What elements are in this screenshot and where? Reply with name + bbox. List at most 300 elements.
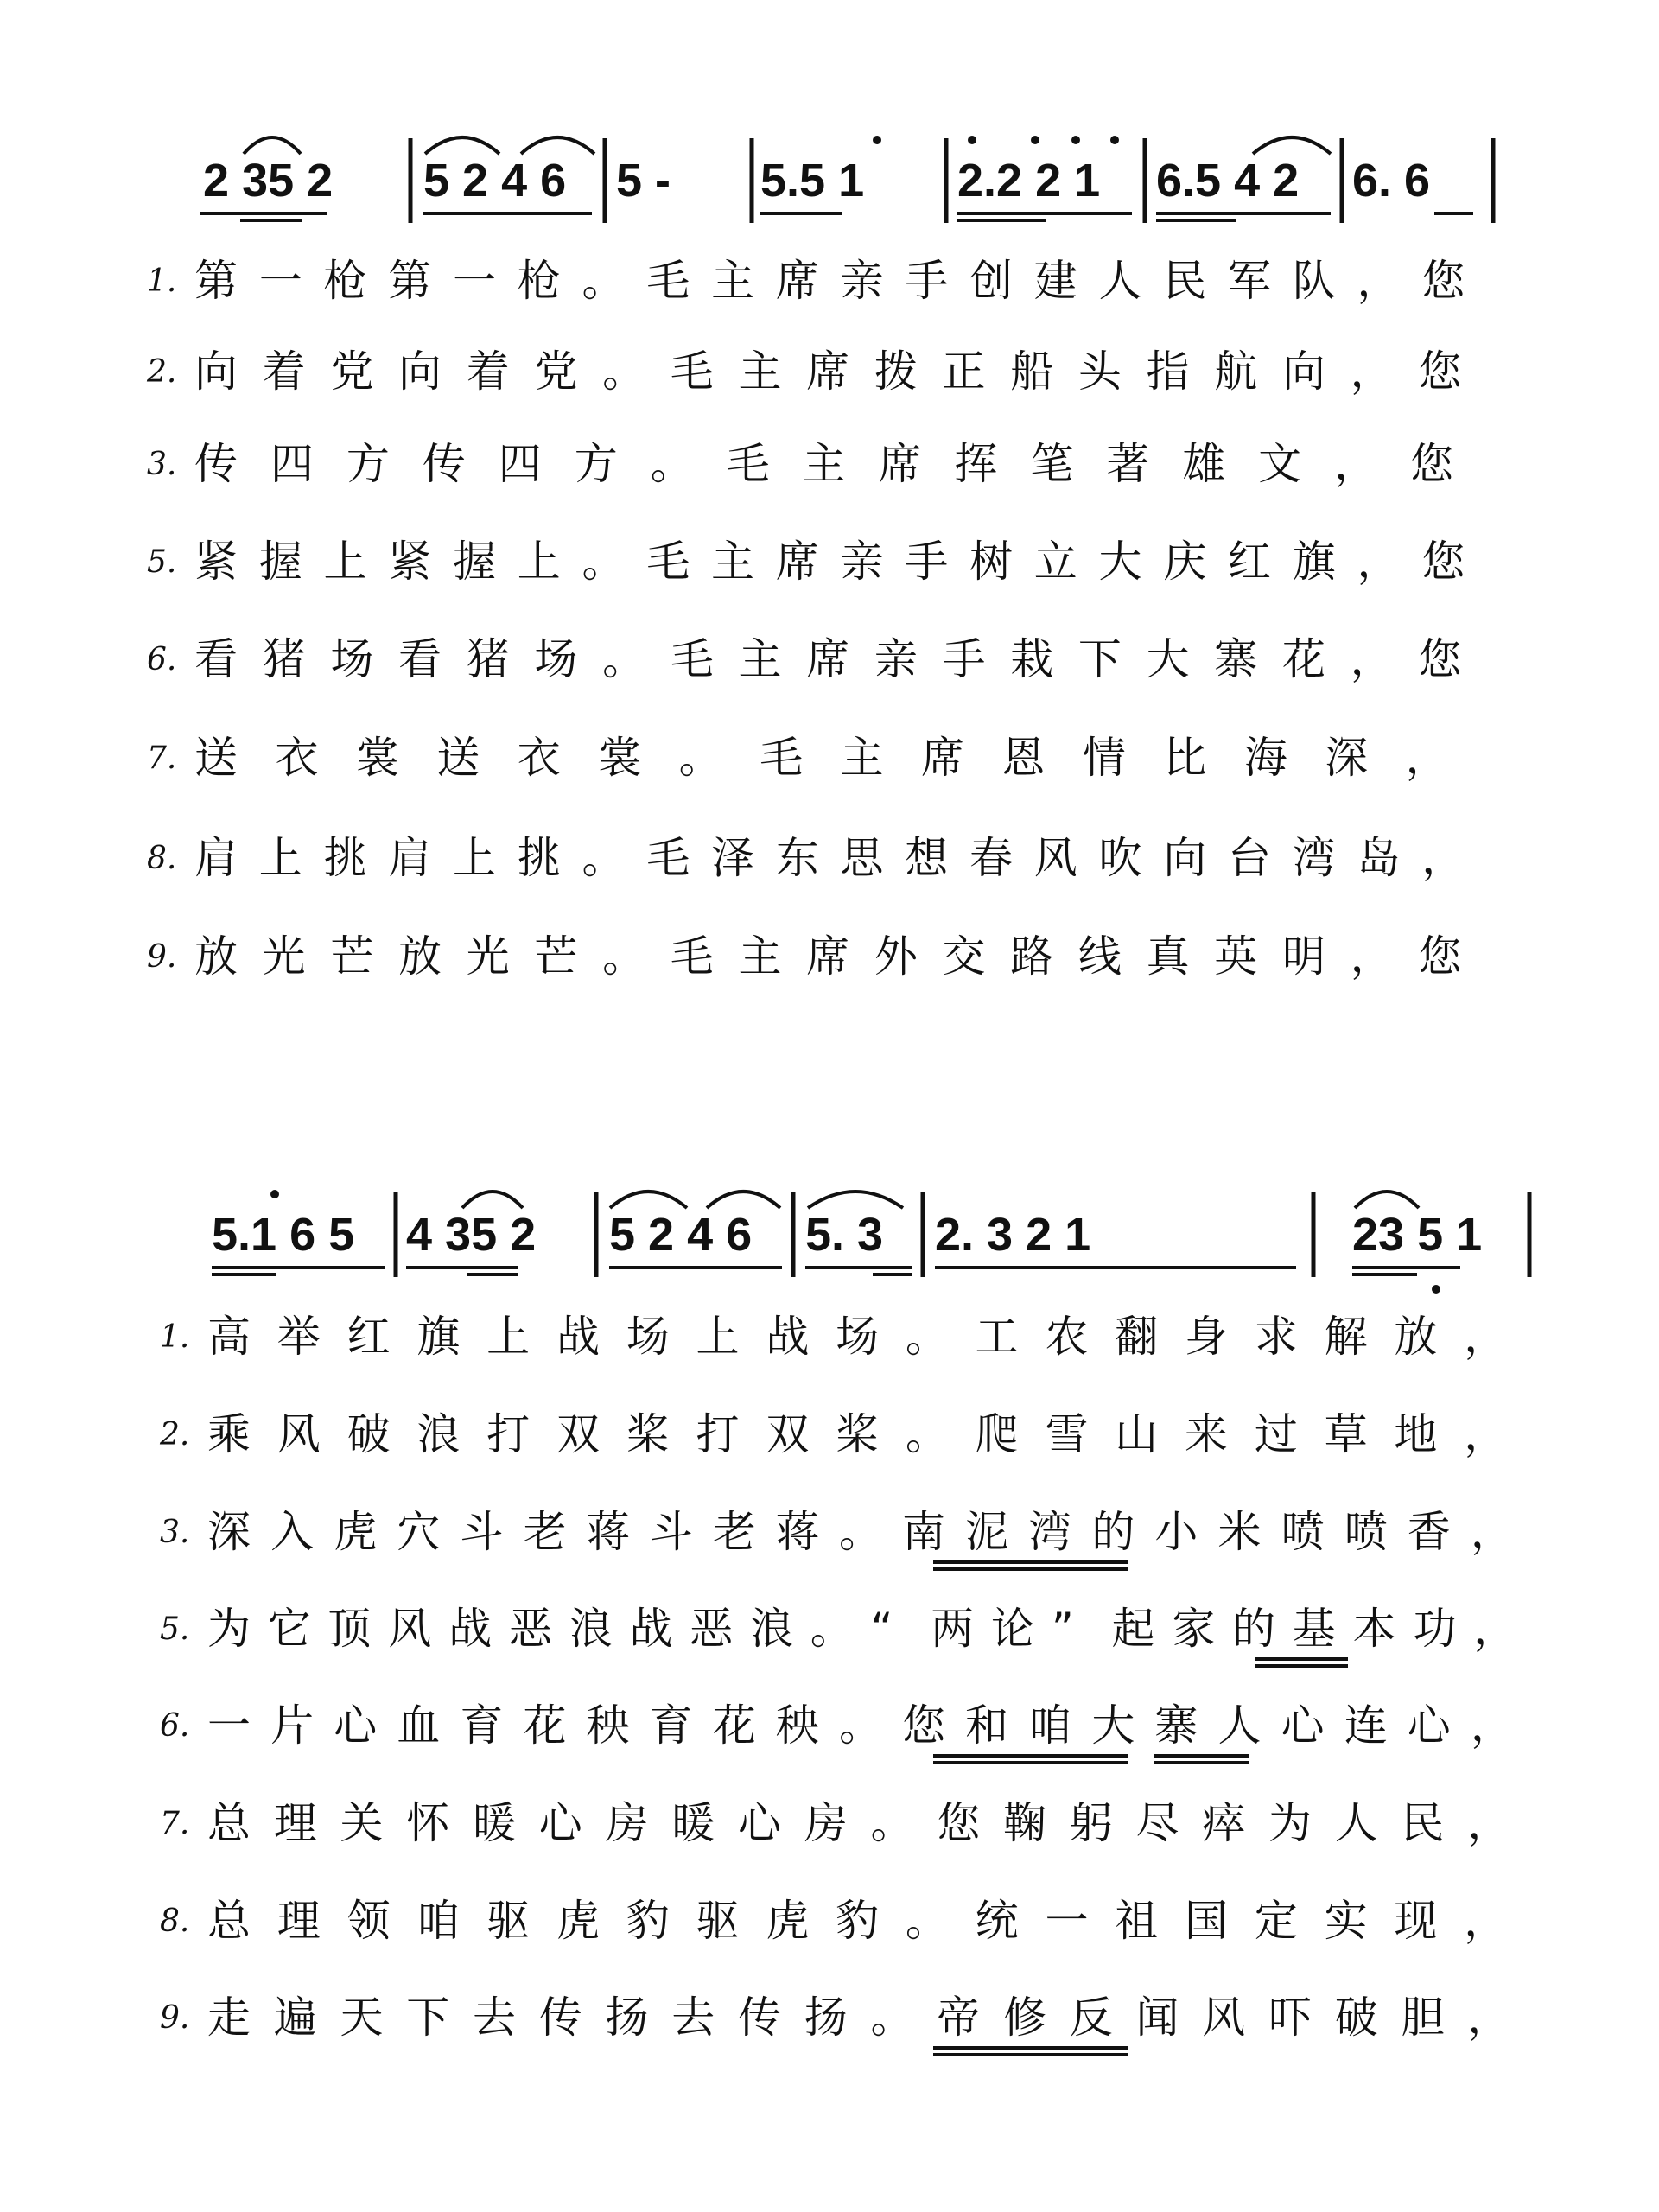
lyric-char: 扬: [605, 1993, 649, 2043]
verse-number: 9.: [160, 2000, 190, 2036]
lyric-char: 总: [207, 1798, 251, 1848]
lyric-char: ，: [1350, 346, 1394, 397]
lyric-char: 思: [840, 833, 884, 883]
lyric-char: 上: [696, 1312, 740, 1362]
lyric-char: 红: [346, 1312, 391, 1362]
lyric-char: 场: [626, 1312, 670, 1362]
lyric-char: 手: [905, 256, 949, 306]
lyric-char: 修: [1003, 1993, 1046, 2043]
lyric-char: 打: [696, 1409, 740, 1459]
lyric-char: ，: [1350, 931, 1394, 982]
lyric-char: 入: [270, 1507, 315, 1557]
measure: 5 2 4 6: [609, 1209, 753, 1261]
lyric-char: 领: [346, 1896, 391, 1946]
octave-dot: [873, 136, 881, 144]
lyric-char: 交: [942, 931, 986, 982]
lyric-char: ，: [1357, 537, 1401, 587]
lyric-char: 裳: [355, 733, 399, 783]
lyric-char: 场: [330, 634, 374, 684]
lyric-char: 航: [1214, 346, 1258, 397]
lyric-char: 席: [920, 733, 964, 783]
lyric-char: 立: [1033, 537, 1077, 587]
lyric-char: 斗: [460, 1507, 504, 1557]
lyric-char: 总: [207, 1896, 251, 1946]
verse-number: 2.: [147, 354, 177, 390]
lyric-char: 蒋: [775, 1507, 819, 1557]
lyric-char: 衣: [275, 733, 319, 783]
lyric-char: 四: [498, 439, 542, 489]
lyric-char: 您: [937, 1798, 981, 1848]
lyric-char: 香: [1407, 1507, 1451, 1557]
lyric-char: 向: [398, 346, 442, 397]
lyric-char: 枪: [323, 256, 367, 306]
lyric-char: 红: [1228, 537, 1271, 587]
lyric-char: 花: [523, 1700, 567, 1751]
lyric-char: 主: [802, 439, 846, 489]
lyric-char: 方: [346, 439, 390, 489]
lyric-char: 泥: [965, 1507, 1009, 1557]
measure: 4 35 2: [406, 1209, 537, 1261]
lyric-char: 上: [258, 833, 302, 883]
lyric-char: 挑: [323, 833, 367, 883]
lyric-char: 正: [942, 346, 986, 397]
lyric-char: 走: [207, 1993, 251, 2043]
lyric-char: 育: [460, 1700, 504, 1751]
octave-dot: [1432, 1285, 1440, 1294]
lyric-char: 打: [486, 1409, 531, 1459]
lyric-char: ，: [1464, 1409, 1508, 1459]
lyric-char: 岛: [1357, 833, 1401, 883]
slur: [462, 1192, 523, 1208]
slur: [425, 137, 499, 154]
lyric-char: 亲: [840, 256, 884, 306]
lyric-char: 。: [650, 439, 694, 489]
lyric-char: 真: [1146, 931, 1190, 982]
lyric-char: 尽: [1135, 1798, 1179, 1848]
lyric-char: 上: [453, 833, 496, 883]
lyric-char: 心: [1281, 1700, 1325, 1751]
lyric-char: 猪: [262, 634, 306, 684]
lyric-char: ，: [1467, 1798, 1511, 1848]
lyric-char: 放: [194, 931, 238, 982]
lyric-char: 闻: [1135, 1993, 1179, 2043]
lyric-char: ，: [1405, 733, 1449, 783]
verse-number: 9.: [147, 939, 177, 975]
lyric-char: 浪: [749, 1604, 793, 1654]
lyric-char: 风: [1202, 1993, 1246, 2043]
verse-number: 6.: [160, 1708, 190, 1744]
lyric-char: 亲: [874, 634, 918, 684]
lyric-char: 东: [775, 833, 819, 883]
lyric-char: 裳: [598, 733, 642, 783]
lyric-char: 南: [902, 1507, 946, 1557]
lyric-char: 风: [276, 1409, 321, 1459]
lyric-char: 您: [1418, 931, 1462, 982]
lyric-char: 船: [1010, 346, 1054, 397]
lyric-char: 紧: [194, 537, 238, 587]
lyric-char: 喷: [1281, 1507, 1325, 1557]
lyric-char: 两: [931, 1604, 975, 1654]
lyric-char: 虎: [766, 1896, 810, 1946]
lyric-char: 现: [1394, 1896, 1438, 1946]
lyric-char: 海: [1243, 733, 1287, 783]
lyric-char: 身: [1185, 1312, 1229, 1362]
lyric-char: 山: [1115, 1409, 1159, 1459]
lyric-char: 雪: [1045, 1409, 1089, 1459]
lyric-char: 您: [1421, 537, 1465, 587]
lyric-char: 肩: [194, 833, 238, 883]
lyric-char: 衣: [517, 733, 561, 783]
lyric-char: 一: [207, 1700, 251, 1751]
lyric-char: 您: [1418, 634, 1462, 684]
verse-number: 2.: [160, 1417, 190, 1452]
lyric-char: 花: [1281, 634, 1325, 684]
lyric-char: 的: [1091, 1507, 1135, 1557]
lyric-char: 民: [1163, 256, 1207, 306]
lyric-char: 庆: [1163, 537, 1207, 587]
lyric-char: 场: [534, 634, 578, 684]
lyric-char: 统: [975, 1896, 1019, 1946]
lyric-char: 席: [878, 439, 922, 489]
lyric-char: 毛: [646, 537, 690, 587]
lyric-char: 毛: [760, 733, 804, 783]
lyric-char: 枪: [517, 256, 561, 306]
lyric-char: 指: [1146, 346, 1190, 397]
verse-number: 6.: [147, 642, 177, 677]
lyric-char: 实: [1324, 1896, 1368, 1946]
lyric-char: 泽: [711, 833, 754, 883]
lyric-char: 传: [538, 1993, 582, 2043]
lyric-char: 手: [942, 634, 986, 684]
lyric-char: 下: [1077, 634, 1122, 684]
lyric-char: 光: [466, 931, 510, 982]
measure: 5. 3: [805, 1209, 884, 1261]
lyric-char: 瘁: [1202, 1798, 1246, 1848]
lyric-char: 双: [556, 1409, 600, 1459]
lyric-char: 躬: [1069, 1798, 1113, 1848]
lyric-char: 血: [397, 1700, 441, 1751]
lyric-char: 想: [905, 833, 949, 883]
lyric-char: 老: [712, 1507, 756, 1557]
lyric-char: ，: [1467, 1993, 1511, 2043]
lyric-char: 双: [766, 1409, 810, 1459]
lyric-char: 看: [398, 634, 442, 684]
lyric-char: 路: [1010, 931, 1054, 982]
measure: 6.5 4 2: [1156, 155, 1300, 207]
lyric-char: 秧: [775, 1700, 819, 1751]
lyric-char: 雄: [1182, 439, 1226, 489]
lyric-char: 传: [738, 1993, 781, 2043]
lyric-char: 理: [276, 1896, 321, 1946]
verse-number: 1.: [160, 1319, 190, 1355]
lyric-char: 传: [194, 439, 238, 489]
lyric-char: 吓: [1268, 1993, 1312, 2043]
lyric-char: 起: [1111, 1604, 1155, 1654]
lyric-char: 主: [711, 537, 754, 587]
lyric-char: ，: [1464, 1896, 1508, 1946]
lyric-char: 斗: [649, 1507, 693, 1557]
lyric-char: 大: [1091, 1700, 1135, 1751]
lyric-char: 第: [388, 256, 432, 306]
lyric-char: 的: [1232, 1604, 1276, 1654]
lyric-char: 心: [538, 1798, 582, 1848]
lyric-char: 过: [1254, 1409, 1298, 1459]
lyric-char: 著: [1106, 439, 1150, 489]
lyric-char: 主: [738, 346, 782, 397]
lyric-char: 党: [330, 346, 374, 397]
measure: 23 5 1: [1352, 1209, 1483, 1261]
lyric-char: 毛: [670, 346, 714, 397]
lyric-char: 。: [838, 1700, 882, 1751]
lyric-char: 着: [262, 346, 306, 397]
lyric-char: 虎: [556, 1896, 600, 1946]
lyric-char: 。: [602, 634, 646, 684]
lyric-char: 米: [1217, 1507, 1262, 1557]
lyric-char: 豹: [836, 1896, 880, 1946]
lyric-char: “: [870, 1604, 893, 1654]
lyric-char: 下: [406, 1993, 450, 2043]
lyric-char: 人: [1334, 1798, 1378, 1848]
lyric-char: 。: [870, 1993, 914, 2043]
lyric-char: 向: [1163, 833, 1207, 883]
lyric-char: 乘: [207, 1409, 251, 1459]
lyric-char: 来: [1185, 1409, 1229, 1459]
lyric-char: 湾: [1028, 1507, 1072, 1557]
lyric-char: 恩: [1001, 733, 1046, 783]
lyric-char: 放: [1394, 1312, 1438, 1362]
lyric-char: 一: [1045, 1896, 1089, 1946]
lyric-char: 席: [806, 346, 850, 397]
lyric-char: 天: [340, 1993, 384, 2043]
lyric-char: 湾: [1292, 833, 1336, 883]
lyric-char: 大: [1146, 634, 1190, 684]
measure: 5 2 4 6: [423, 155, 567, 207]
lyric-char: 驱: [486, 1896, 531, 1946]
lyric-char: 遍: [273, 1993, 317, 2043]
lyric-char: 主: [738, 634, 782, 684]
lyric-char: 秧: [586, 1700, 630, 1751]
lyric-char: 送: [436, 733, 480, 783]
measure: 2. 3 2 1: [935, 1209, 1091, 1261]
lyric-char: 四: [270, 439, 314, 489]
lyric-char: 创: [969, 256, 1013, 306]
lyric-char: ”: [1051, 1604, 1074, 1654]
lyric-char: 手: [905, 537, 949, 587]
lyric-char: 。: [870, 1798, 914, 1848]
lyric-char: 握: [453, 537, 496, 587]
lyric-char: 工: [975, 1312, 1019, 1362]
lyric-char: 育: [649, 1700, 693, 1751]
lyric-char: 翻: [1115, 1312, 1159, 1362]
lyric-char: ，: [1464, 1312, 1508, 1362]
verse-number: 7.: [147, 741, 177, 776]
lyric-char: 咱: [416, 1896, 461, 1946]
lyric-char: 举: [276, 1312, 321, 1362]
lyric-char: 战: [556, 1312, 600, 1362]
measure: 5 -: [616, 155, 671, 207]
lyric-char: 比: [1163, 733, 1207, 783]
lyric-char: 明: [1281, 931, 1325, 982]
lyric-char: 人: [1217, 1700, 1262, 1751]
lyric-char: 心: [1407, 1700, 1451, 1751]
lyric-char: 鞠: [1003, 1798, 1046, 1848]
lyric-char: 场: [836, 1312, 880, 1362]
octave-dot: [968, 136, 976, 144]
slur: [808, 1192, 903, 1208]
measure: 2.2 2 1: [957, 155, 1101, 207]
lyric-char: 怀: [406, 1798, 450, 1848]
lyric-char: 深: [1325, 733, 1369, 783]
lyric-char: 毛: [646, 833, 690, 883]
measure: 5.5 1: [760, 155, 865, 207]
lyric-char: 紧: [388, 537, 432, 587]
lyric-char: 放: [398, 931, 442, 982]
lyric-char: 恶: [690, 1604, 734, 1654]
lyric-char: 草: [1324, 1409, 1368, 1459]
lyric-char: 喷: [1344, 1507, 1388, 1557]
lyric-char: 向: [194, 346, 238, 397]
lyric-char: 祖: [1115, 1896, 1159, 1946]
slur: [1355, 1192, 1419, 1208]
verse-number: 8.: [147, 841, 177, 876]
lyric-char: 笔: [1030, 439, 1074, 489]
verse-number: 7.: [160, 1806, 190, 1841]
lyric-char: 。: [582, 256, 626, 306]
slur: [244, 137, 301, 154]
lyric-char: 着: [466, 346, 510, 397]
lyric-char: 席: [806, 931, 850, 982]
lyric-char: 解: [1324, 1312, 1368, 1362]
verse-number: 1.: [147, 264, 177, 299]
lyric-char: 暖: [671, 1798, 715, 1848]
verse-number: 5.: [160, 1611, 190, 1647]
lyric-char: 。: [678, 733, 722, 783]
lyric-char: 上: [486, 1312, 531, 1362]
lyric-char: 。: [602, 931, 646, 982]
lyric-char: 房: [804, 1798, 848, 1848]
slur: [707, 1192, 780, 1208]
slur: [1253, 137, 1331, 154]
octave-dot: [1110, 136, 1119, 144]
lyric-char: 春: [969, 833, 1013, 883]
lyric-char: 光: [262, 931, 306, 982]
lyric-char: 旗: [1292, 537, 1336, 587]
lyric-char: 送: [194, 733, 238, 783]
lyric-char: 方: [574, 439, 618, 489]
lyric-char: 为: [207, 1604, 251, 1654]
lyric-char: 芒: [330, 931, 374, 982]
lyric-char: 桨: [626, 1409, 670, 1459]
lyric-char: 一: [258, 256, 302, 306]
lyric-char: ，: [1470, 1700, 1514, 1751]
lyric-char: 寨: [1154, 1700, 1198, 1751]
lyric-char: 上: [323, 537, 367, 587]
lyric-char: 帝: [937, 1993, 981, 2043]
lyric-char: 大: [1098, 537, 1142, 587]
lyric-char: 胆: [1401, 1993, 1445, 2043]
verse-number: 5.: [147, 544, 177, 580]
lyric-char: 国: [1185, 1896, 1229, 1946]
lyric-char: 房: [605, 1798, 649, 1848]
verse-number: 3.: [147, 447, 177, 482]
lyric-char: 片: [270, 1700, 315, 1751]
lyric-char: 虎: [334, 1507, 378, 1557]
lyric-char: 主: [711, 256, 754, 306]
lyric-char: 连: [1344, 1700, 1388, 1751]
lyric-char: 花: [712, 1700, 756, 1751]
lyric-char: 心: [738, 1798, 781, 1848]
lyric-char: 浪: [569, 1604, 613, 1654]
lyric-char: 求: [1254, 1312, 1298, 1362]
measure: 5.1 6 5: [212, 1209, 355, 1261]
lyric-char: 。: [582, 537, 626, 587]
lyric-char: 军: [1228, 256, 1271, 306]
lyric-char: 论: [991, 1604, 1035, 1654]
lyric-char: 挑: [517, 833, 561, 883]
lyric-char: 风: [388, 1604, 432, 1654]
lyric-char: 吹: [1098, 833, 1142, 883]
lyric-char: 。: [905, 1896, 949, 1946]
lyric-char: ，: [1421, 833, 1465, 883]
lyric-char: 和: [965, 1700, 1009, 1751]
lyric-char: ，: [1334, 439, 1378, 489]
lyric-char: 席: [775, 537, 819, 587]
verse-number: 3.: [160, 1515, 190, 1550]
lyric-char: ，: [1357, 256, 1401, 306]
lyric-char: 蒋: [586, 1507, 630, 1557]
lyric-char: ，: [1473, 1604, 1517, 1654]
lyric-char: 浪: [416, 1409, 461, 1459]
lyric-char: 主: [840, 733, 884, 783]
lyric-char: 毛: [726, 439, 770, 489]
lyric-char: 文: [1258, 439, 1302, 489]
lyric-char: 小: [1154, 1507, 1198, 1557]
lyric-char: 桨: [836, 1409, 880, 1459]
octave-dot: [270, 1190, 279, 1198]
lyric-char: 您: [902, 1700, 946, 1751]
lyric-char: 战: [629, 1604, 673, 1654]
lyric-char: 爬: [975, 1409, 1019, 1459]
lyric-char: 芒: [534, 931, 578, 982]
lyric-char: 战: [448, 1604, 493, 1654]
lyric-char: 拨: [874, 346, 918, 397]
lyric-char: 毛: [670, 634, 714, 684]
lyric-char: 建: [1033, 256, 1077, 306]
lyric-char: 咱: [1028, 1700, 1072, 1751]
lyric-char: 树: [969, 537, 1013, 587]
lyric-char: 顶: [327, 1604, 372, 1654]
lyric-char: 。: [838, 1507, 882, 1557]
lyric-char: 台: [1228, 833, 1271, 883]
lyric-char: 猪: [466, 634, 510, 684]
lyric-char: 握: [258, 537, 302, 587]
lyric-char: 您: [1418, 346, 1462, 397]
lyric-char: 民: [1401, 1798, 1445, 1848]
lyric-char: 高: [207, 1312, 251, 1362]
lyric-char: 去: [671, 1993, 715, 2043]
lyric-char: 亲: [840, 537, 884, 587]
lyric-char: 农: [1045, 1312, 1089, 1362]
lyric-char: 为: [1268, 1798, 1312, 1848]
measure: 2 35 2: [203, 155, 334, 207]
lyric-char: 穴: [397, 1507, 441, 1557]
lyric-char: 栽: [1010, 634, 1054, 684]
lyric-char: 头: [1077, 346, 1122, 397]
lyric-char: 豹: [626, 1896, 670, 1946]
lyric-char: 去: [473, 1993, 516, 2043]
lyric-char: 。: [905, 1409, 949, 1459]
lyric-char: ，: [1470, 1507, 1514, 1557]
